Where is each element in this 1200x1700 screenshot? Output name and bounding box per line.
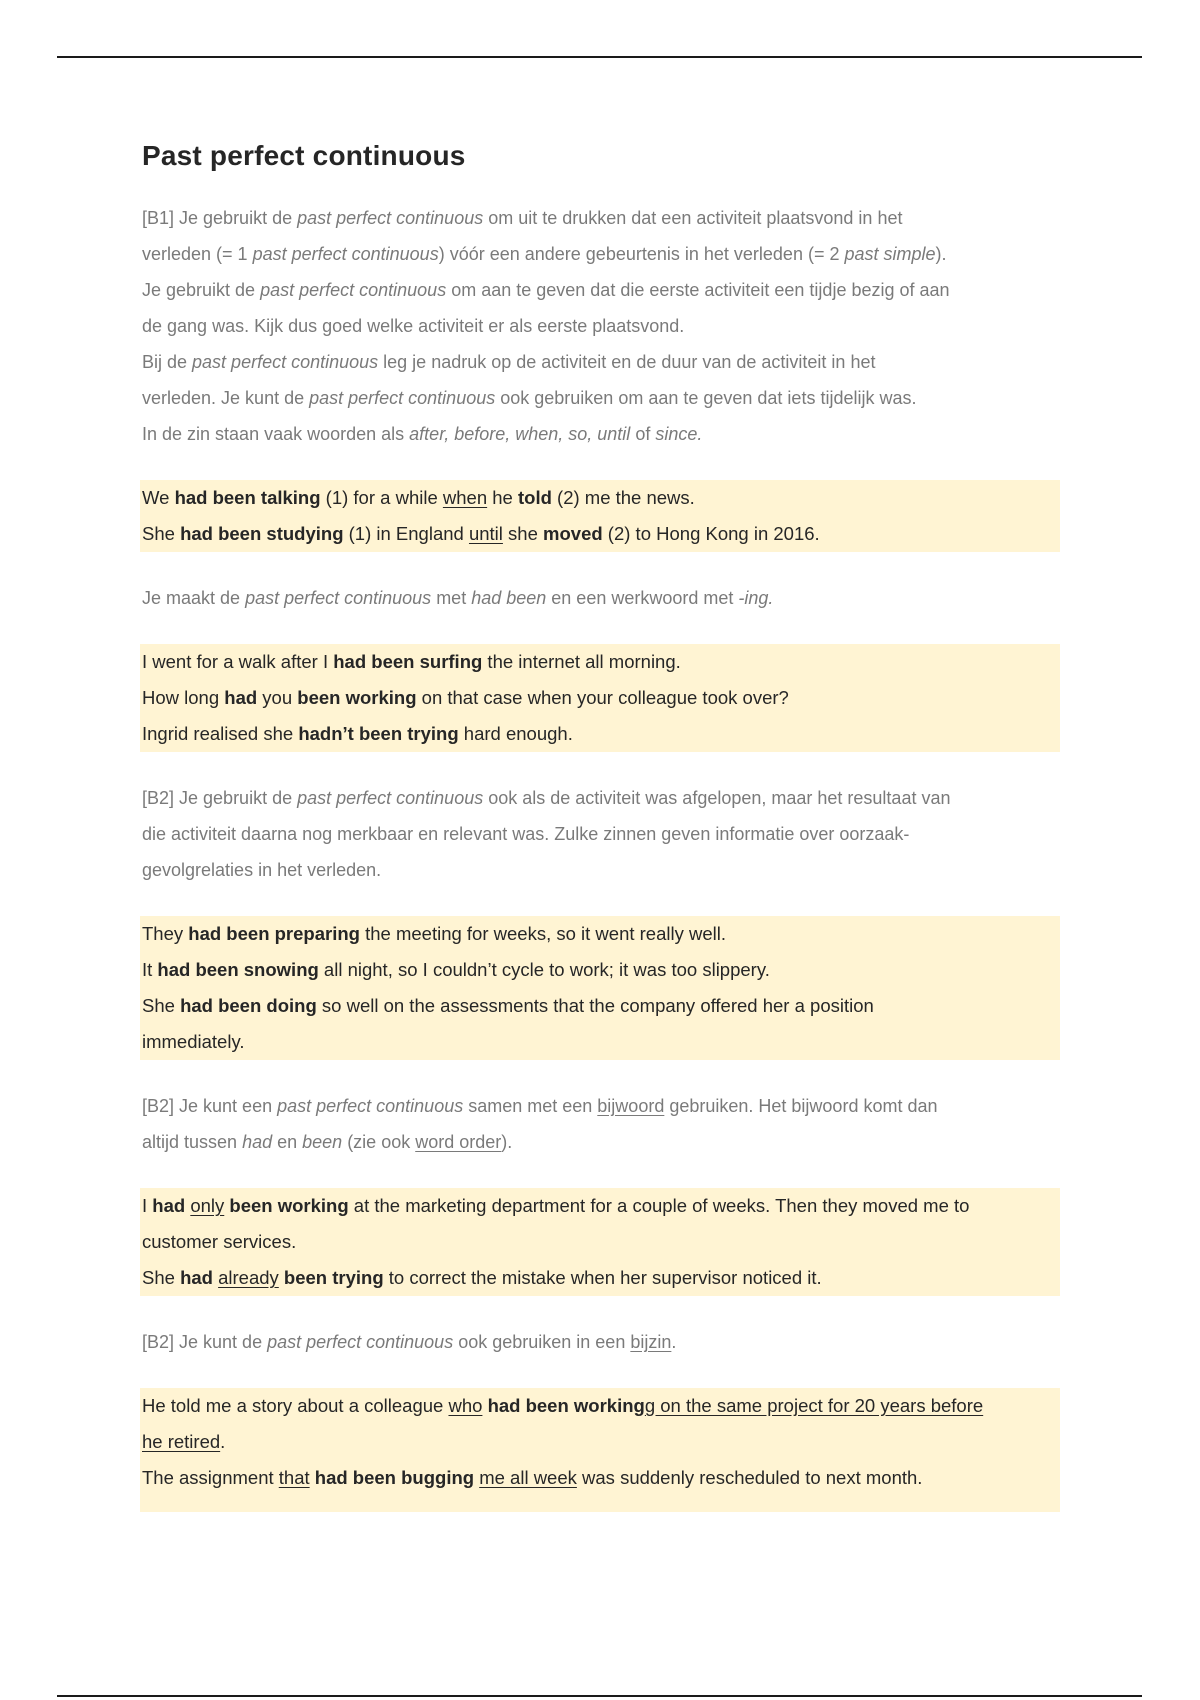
link-word-order[interactable]: word order [415,1132,502,1152]
top-rule [57,56,1142,58]
explanation-b1 [142,200,1062,452]
bottom-rule [57,1695,1142,1697]
example-sentence: I went for a walk after I had been surfing the internet all morning. [142,651,681,672]
explanation-line: In de zin staan vaak woorden als after, before, when, so, until of since. [142,424,703,444]
explanation-line: verleden. Je kunt de past perfect continuous ook gebruiken om aan te geven dat iets tijdelijk was. [142,388,917,408]
explanation-line: Bij de past perfect continuous leg je nadruk op de activiteit en de duur van de activiteit in het [142,352,876,372]
example-box [140,916,1060,1060]
page-title: Past perfect continuous [142,140,466,171]
link-bijwoord[interactable]: bijwoord [597,1096,665,1116]
example-box [140,1188,1060,1296]
example-box [140,480,1060,552]
explanation-line: [B2] Je kunt een past perfect continuous samen met een bijwoord gebruiken. Het bijwoord komt dan [142,1096,938,1116]
example-sentence: immediately. [142,1031,245,1052]
example-sentence: She had been doing so well on the assessments that the company offered her a position [142,995,874,1016]
explanation-line: die activiteit daarna nog merkbaar en relevant was. Zulke zinnen geven informatie over oorzaak- [142,824,910,844]
explanation-b2-clause: [B2] Je kunt de past perfect continuous ook gebruiken in een bijzin. [142,1332,677,1352]
explanation-line: gevolgrelaties in het verleden. [142,860,382,880]
example-sentence: The assignment that had been bugging me all week was suddenly rescheduled to next month. [142,1467,923,1488]
explanation-b2-result [142,780,1062,888]
example-sentence: We had been talking (1) for a while when he told (2) me the news. [142,487,695,508]
example-sentence: They had been preparing the meeting for weeks, so it went really well. [142,923,726,944]
example-sentence: customer services. [142,1231,297,1252]
explanation-line: [B1] Je gebruikt de past perfect continuous om uit te drukken dat een activiteit plaatsvond in het [142,208,903,228]
example-sentence: He told me a story about a colleague who had been workingg on the same project for 20 years before [142,1395,984,1416]
example-sentence: How long had you been working on that case when your colleague took over? [142,687,789,708]
explanation-line: altijd tussen had en been (zie ook word order). [142,1132,513,1152]
link-bijzin[interactable]: bijzin [630,1332,672,1352]
document-body [142,140,1062,1512]
example-sentence: She had already been trying to correct the mistake when her supervisor noticed it. [142,1267,822,1288]
explanation-line: [B2] Je gebruikt de past perfect continuous ook als de activiteit was afgelopen, maar het resultaat van [142,788,951,808]
example-box [140,1388,1060,1512]
explanation-line: de gang was. Kijk dus goed welke activiteit er als eerste plaatsvond. [142,316,685,336]
explanation-b2-adverb [142,1088,1062,1160]
example-sentence: Ingrid realised she hadn’t been trying hard enough. [142,723,573,744]
example-box [140,644,1060,752]
explanation-line: verleden (= 1 past perfect continuous) vóór een andere gebeurtenis in het verleden (= 2 past simple). [142,244,947,264]
explanation-form: Je maakt de past perfect continuous met had been en een werkwoord met -ing. [142,588,774,608]
example-sentence: She had been studying (1) in England until she moved (2) to Hong Kong in 2016. [142,523,820,544]
example-sentence: he retired. [142,1431,226,1452]
explanation-line: Je gebruikt de past perfect continuous om aan te geven dat die eerste activiteit een tijdje bezig of aan [142,280,950,300]
example-sentence: It had been snowing all night, so I couldn’t cycle to work; it was too slippery. [142,959,770,980]
example-sentence: I had only been working at the marketing department for a couple of weeks. Then they moved me to [142,1195,970,1216]
